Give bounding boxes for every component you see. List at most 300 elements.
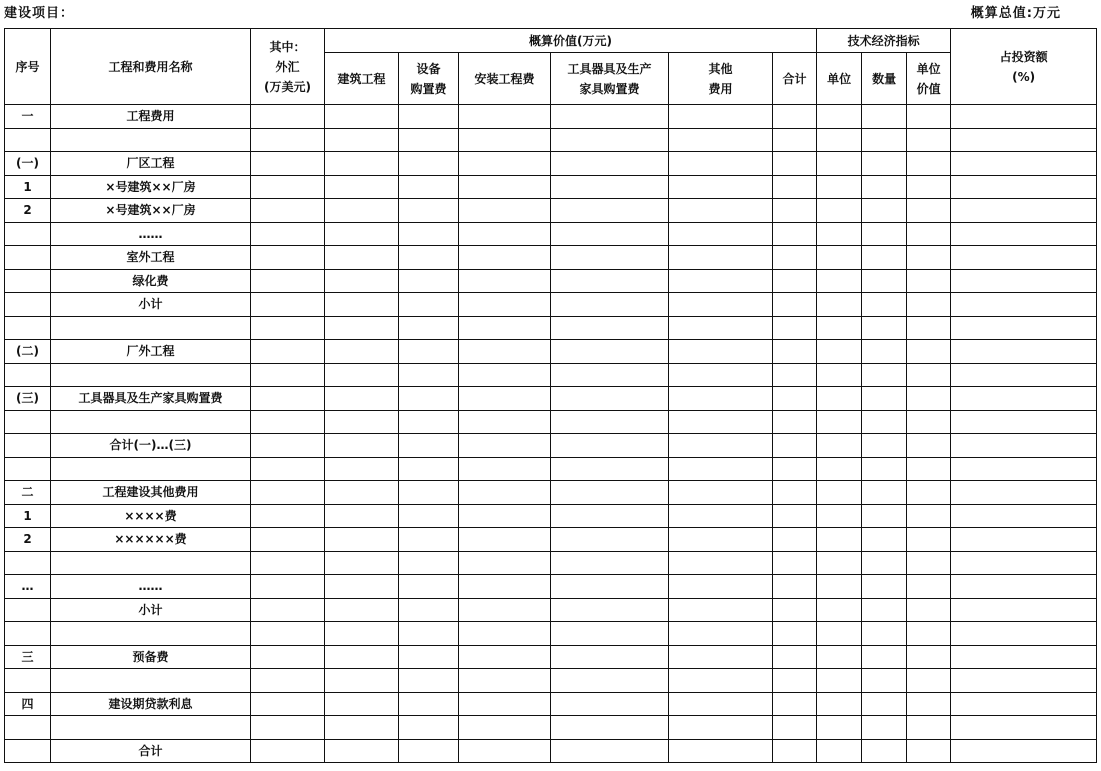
cell-name [51,551,251,575]
cell-empty [951,716,1097,740]
cell-empty [907,340,951,364]
cell-empty [862,551,907,575]
cell-empty [817,739,862,763]
cell-empty [951,363,1097,387]
cell-empty [551,669,669,693]
cell-empty [669,175,773,199]
cell-empty [669,387,773,411]
table-row [5,622,1097,646]
cell-empty [399,128,459,152]
cell-empty [325,528,399,552]
cell-empty [399,246,459,270]
cell-empty [399,199,459,223]
cell-empty [773,152,817,176]
cell-empty [251,622,325,646]
cell-empty [399,669,459,693]
table-row [5,481,1097,505]
cell-empty [551,457,669,481]
cell-seq [5,434,51,458]
cell-empty [551,575,669,599]
header-equipment-line1: 设备 [416,61,441,76]
cell-empty [325,434,399,458]
cell-seq [5,457,51,481]
cell-empty [669,645,773,669]
cell-empty [251,152,325,176]
cell-empty [907,622,951,646]
cell-empty [399,387,459,411]
cell-empty [817,692,862,716]
cell-empty [951,316,1097,340]
header-install: 安装工程费 [459,53,551,105]
cell-empty [459,316,551,340]
cell-empty [862,739,907,763]
cell-empty [399,504,459,528]
cell-empty [551,128,669,152]
cell-empty [459,175,551,199]
cell-empty [951,669,1097,693]
cell-empty [325,739,399,763]
table-row [5,575,1097,599]
cell-empty [251,669,325,693]
cell-empty [773,622,817,646]
cell-empty [325,669,399,693]
table-row [5,692,1097,716]
cell-empty [251,363,325,387]
cell-empty [669,739,773,763]
cell-empty [817,410,862,434]
cell-empty [551,152,669,176]
cell-empty [773,340,817,364]
cell-seq: 1 [5,504,51,528]
cell-name: 厂区工程 [51,152,251,176]
table-row [5,222,1097,246]
cell-empty [817,645,862,669]
cell-empty [551,622,669,646]
cell-empty [459,222,551,246]
cell-empty [251,692,325,716]
cell-empty [817,528,862,552]
cell-empty [459,598,551,622]
cell-empty [251,598,325,622]
cell-empty [251,199,325,223]
header-other-line1: 其他 [708,61,733,76]
cell-empty [817,434,862,458]
cell-empty [817,293,862,317]
cell-seq: 四 [5,692,51,716]
cell-empty [951,199,1097,223]
cell-name: 建设期贷款利息 [51,692,251,716]
cell-empty [907,316,951,340]
cell-empty [399,716,459,740]
cell-empty [251,316,325,340]
cell-empty [907,669,951,693]
header-forex-line1: 其中： [269,39,306,54]
cell-empty [907,739,951,763]
cell-seq [5,410,51,434]
cell-empty [951,528,1097,552]
cell-empty [817,316,862,340]
cell-empty [907,575,951,599]
cell-empty [251,434,325,458]
cell-empty [773,575,817,599]
cell-empty [459,528,551,552]
cell-empty [817,551,862,575]
cell-empty [325,481,399,505]
cell-empty [951,434,1097,458]
cell-empty [551,293,669,317]
cell-empty [325,105,399,129]
cell-empty [951,269,1097,293]
cell-empty [773,457,817,481]
header-forex [251,29,325,105]
cell-empty [907,222,951,246]
header-construction: 建筑工程 [325,53,399,105]
cell-empty [325,222,399,246]
cell-empty [907,434,951,458]
cell-empty [907,598,951,622]
project-label: 建设项目： [4,6,75,21]
cell-empty [773,199,817,223]
cell-name [51,622,251,646]
cell-empty [773,481,817,505]
table-row [5,504,1097,528]
cell-empty [862,246,907,270]
cell-name: 工程费用 [51,105,251,129]
header-tools-line1: 工具器具及生产 [567,61,652,76]
cell-empty [251,645,325,669]
cell-empty [907,504,951,528]
cell-name [51,716,251,740]
cell-empty [951,551,1097,575]
total-value-label: 概算总值:万元 [970,6,1061,21]
cell-empty [907,716,951,740]
cell-empty [817,222,862,246]
cell-name: …… [51,575,251,599]
cell-empty [862,363,907,387]
cell-empty [551,504,669,528]
cell-empty [399,363,459,387]
cell-empty [399,622,459,646]
cell-empty [459,434,551,458]
cell-empty [399,457,459,481]
cell-empty [862,387,907,411]
table-row [5,293,1097,317]
cell-empty [551,316,669,340]
cell-seq: (三) [5,387,51,411]
cell-empty [669,434,773,458]
cell-empty [325,551,399,575]
cell-empty [951,152,1097,176]
cell-empty [459,504,551,528]
table-row [5,528,1097,552]
cell-empty [862,316,907,340]
cell-empty [459,340,551,364]
cell-empty [399,645,459,669]
cell-empty [399,575,459,599]
cell-seq: (二) [5,340,51,364]
cell-empty [669,128,773,152]
cell-empty [459,457,551,481]
cell-empty [907,128,951,152]
cell-empty [459,645,551,669]
table-row [5,716,1097,740]
cell-empty [951,645,1097,669]
cell-empty [951,622,1097,646]
cell-empty [251,481,325,505]
cell-empty [669,692,773,716]
table-row [5,387,1097,411]
cell-empty [951,175,1097,199]
cell-empty [773,528,817,552]
table-body [5,105,1097,763]
cell-empty [951,692,1097,716]
cell-empty [551,105,669,129]
cell-empty [551,175,669,199]
cell-empty [907,457,951,481]
cell-empty [669,246,773,270]
cell-empty [251,575,325,599]
cell-empty [325,575,399,599]
cell-seq [5,222,51,246]
cell-empty [325,128,399,152]
cell-empty [669,528,773,552]
table-row [5,739,1097,763]
cell-empty [773,739,817,763]
cell-empty [669,669,773,693]
cell-empty [773,105,817,129]
cell-empty [551,551,669,575]
cell-name [51,363,251,387]
cell-seq: … [5,575,51,599]
table-row [5,434,1097,458]
cell-empty [862,504,907,528]
cell-empty [862,105,907,129]
table-row [5,645,1097,669]
cell-empty [817,622,862,646]
header-equipment [399,53,459,105]
cell-empty [325,293,399,317]
cell-name: 绿化费 [51,269,251,293]
table-row [5,152,1097,176]
header-seq: 序号 [5,29,51,105]
cell-empty [459,152,551,176]
cell-seq: 二 [5,481,51,505]
header-total: 合计 [773,53,817,105]
cell-empty [862,716,907,740]
cell-empty [862,199,907,223]
cell-empty [862,598,907,622]
cell-empty [862,293,907,317]
cell-empty [951,504,1097,528]
cell-empty [399,528,459,552]
cell-empty [669,504,773,528]
cell-empty [669,105,773,129]
cell-empty [459,481,551,505]
cell-empty [399,222,459,246]
cell-name: 工程建设其他费用 [51,481,251,505]
cell-seq [5,128,51,152]
cell-empty [459,551,551,575]
cell-empty [399,598,459,622]
header-share-line2: (%) [1012,69,1036,84]
cell-empty [817,598,862,622]
cell-empty [325,199,399,223]
cell-name: …… [51,222,251,246]
cell-empty [669,598,773,622]
cell-empty [907,481,951,505]
cell-seq: 2 [5,199,51,223]
cell-empty [773,692,817,716]
cell-empty [551,739,669,763]
cell-seq [5,363,51,387]
cell-empty [817,175,862,199]
cell-empty [907,105,951,129]
cell-seq: 一 [5,105,51,129]
cell-name: 小计 [51,293,251,317]
cell-empty [862,410,907,434]
table-row [5,246,1097,270]
cell-empty [669,551,773,575]
cell-empty [951,222,1097,246]
cell-empty [951,340,1097,364]
cell-empty [669,457,773,481]
cell-empty [817,199,862,223]
cell-empty [459,575,551,599]
cell-empty [773,669,817,693]
cell-empty [951,246,1097,270]
cell-empty [551,692,669,716]
cell-empty [251,105,325,129]
cell-empty [551,199,669,223]
header-equipment-line2: 购置费 [410,81,447,96]
cell-empty [773,363,817,387]
cell-empty [862,528,907,552]
cell-seq: 2 [5,528,51,552]
cell-empty [551,340,669,364]
header-unit-value-line1: 单位 [916,61,941,76]
cell-empty [951,481,1097,505]
cell-empty [951,457,1097,481]
cell-empty [669,269,773,293]
cell-empty [459,739,551,763]
cell-empty [907,387,951,411]
cell-empty [459,410,551,434]
cell-empty [669,222,773,246]
cell-empty [773,645,817,669]
header-forex-line2: 外汇 [275,59,300,74]
cell-empty [773,175,817,199]
header-other-line2: 费用 [708,81,733,96]
cell-empty [773,434,817,458]
cell-name [51,457,251,481]
cell-empty [459,105,551,129]
cell-empty [399,739,459,763]
cell-empty [773,269,817,293]
cell-empty [817,716,862,740]
cell-empty [907,293,951,317]
cell-empty [551,598,669,622]
cell-name [51,316,251,340]
cell-seq [5,293,51,317]
header-unit: 单位 [817,53,862,105]
cell-empty [551,246,669,270]
cell-empty [907,551,951,575]
table-row [5,598,1097,622]
cell-empty [551,528,669,552]
cell-empty [251,222,325,246]
cell-seq: (一) [5,152,51,176]
cell-empty [251,387,325,411]
cell-empty [459,269,551,293]
cell-empty [251,716,325,740]
cell-empty [551,269,669,293]
cell-empty [459,128,551,152]
cell-empty [862,175,907,199]
cell-empty [325,716,399,740]
cell-empty [951,105,1097,129]
cell-seq [5,716,51,740]
cell-name: 小计 [51,598,251,622]
cell-seq [5,669,51,693]
cell-name: 室外工程 [51,246,251,270]
cell-empty [817,457,862,481]
table-row [5,316,1097,340]
table-row [5,340,1097,364]
header-name: 工程和费用名称 [51,29,251,105]
cell-empty [817,481,862,505]
cell-empty [399,551,459,575]
cell-name: ××××××费 [51,528,251,552]
cell-empty [773,551,817,575]
cell-empty [669,363,773,387]
cell-empty [862,434,907,458]
cell-empty [862,481,907,505]
cell-empty [907,199,951,223]
cell-seq [5,739,51,763]
cell-empty [399,410,459,434]
cell-empty [817,669,862,693]
cell-empty [862,669,907,693]
cell-empty [817,504,862,528]
table-row [5,199,1097,223]
table-row [5,363,1097,387]
cell-empty [551,481,669,505]
cell-empty [325,692,399,716]
cell-empty [251,175,325,199]
cell-name: ×号建筑××厂房 [51,199,251,223]
table-row [5,669,1097,693]
cell-empty [862,645,907,669]
cell-empty [907,269,951,293]
cell-empty [773,716,817,740]
cell-empty [551,387,669,411]
cell-empty [773,387,817,411]
cell-empty [251,528,325,552]
cell-seq [5,269,51,293]
table-row [5,269,1097,293]
cell-empty [399,316,459,340]
cell-empty [951,739,1097,763]
cell-name [51,128,251,152]
cell-empty [399,340,459,364]
cell-empty [251,551,325,575]
cell-empty [251,340,325,364]
cell-name [51,410,251,434]
header-tools [551,53,669,105]
cell-empty [862,152,907,176]
cell-name: 工具器具及生产家具购置费 [51,387,251,411]
cell-empty [399,434,459,458]
